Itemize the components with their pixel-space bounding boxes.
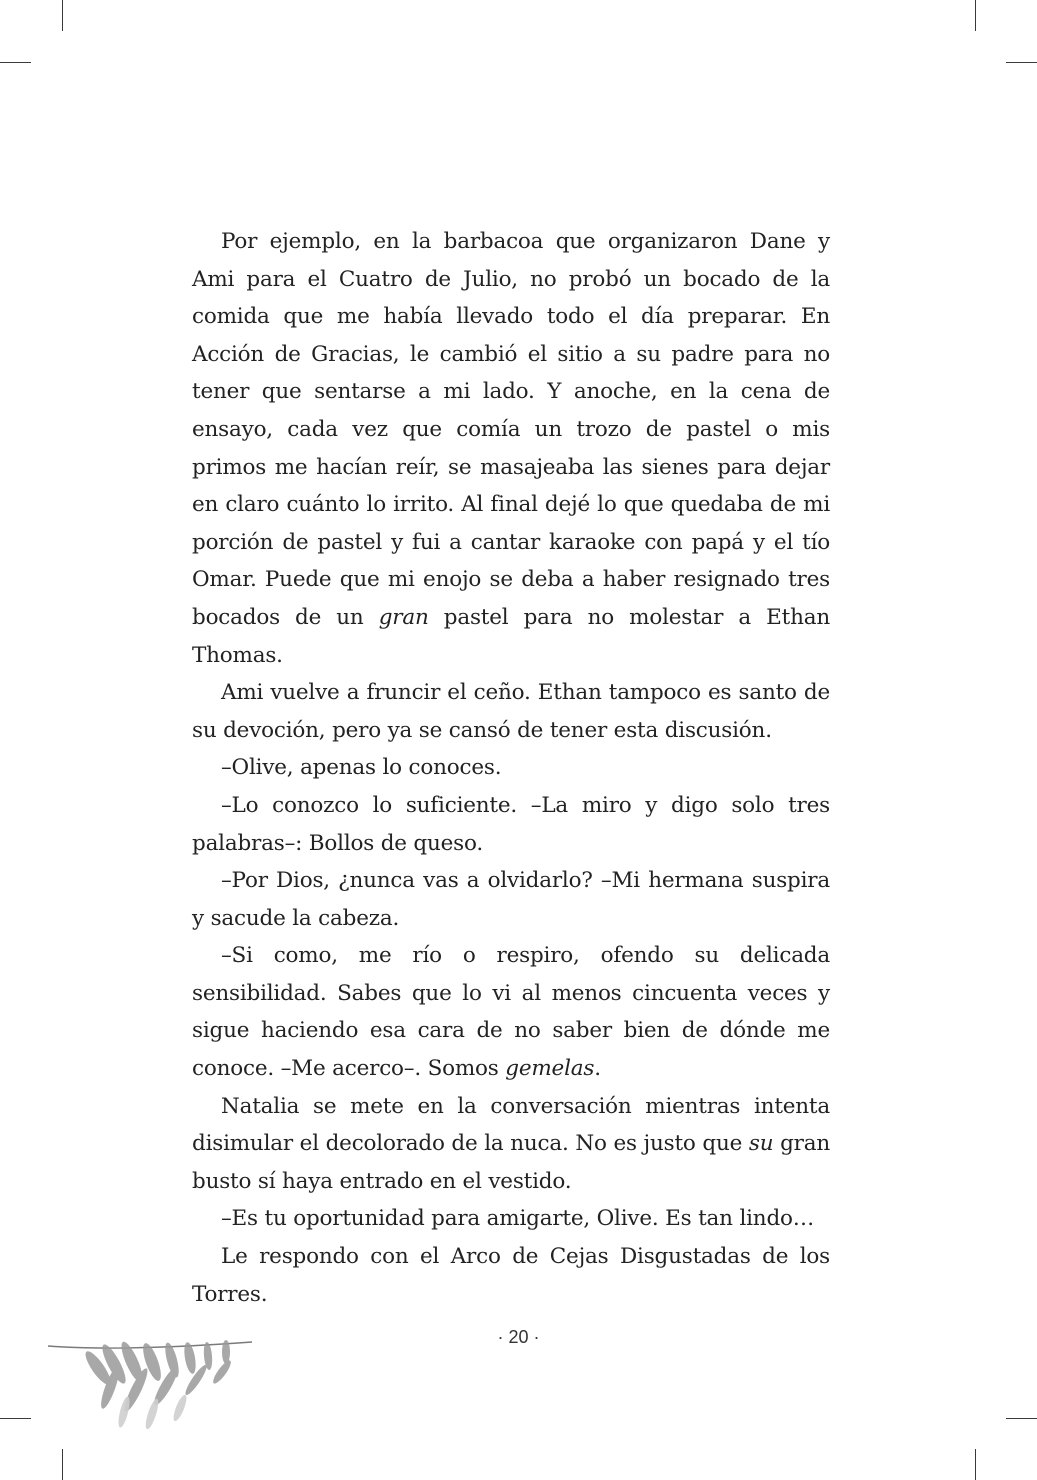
italic-text: su	[748, 1131, 774, 1157]
paragraph	[192, 787, 830, 862]
paragraph	[192, 223, 830, 674]
crop-mark-top-right-h	[1006, 62, 1037, 63]
crop-mark-bottom-left-h	[0, 1418, 31, 1419]
text-run: Le respondo con el Arco de Cejas Disgustadas de los Torres.	[192, 1244, 830, 1307]
paragraph	[192, 937, 830, 1087]
text-run: pastel para no molestar a Ethan Thomas.	[192, 604, 830, 668]
text-run: –Si como, me río o respiro, ofendo su delicada sensibilidad. Sabes que lo vi al menos cincuenta veces y sigue haciendo esa cara de no saber bien de dónde me conoce. –Me acerco–. Somos	[192, 943, 830, 1082]
paragraph	[192, 674, 830, 749]
italic-text: gemelas	[505, 1056, 595, 1082]
text-run: –Por Dios, ¿nunca vas a olvidarlo? –Mi hermana suspira y sacude la cabeza.	[192, 868, 830, 931]
crop-mark-top-left-h	[0, 62, 31, 63]
text-run: –Olive, apenas lo conoces.	[221, 755, 502, 781]
text-run: –Lo conozco lo suficiente. –La miro y digo solo tres palabras–: Bollos de queso.	[192, 792, 830, 856]
crop-mark-bottom-right	[975, 1449, 976, 1480]
paragraph	[192, 862, 830, 937]
text-run: Por ejemplo, en la barbacoa que organizaron Dane y Ami para el Cuatro de Julio, no probó un bocado de la comida que me había llevado todo el día preparar. En Acción de Gracias, le cambió el sitio a su padre para no tener que sentarse a mi lado. Y anoche, en la cena de ensayo, cada vez que comía un trozo de pastel o mis primos me hacían reír, se masajeaba las sienes para dejar en claro cuánto lo irrito. Al final dejé lo que quedaba de mi porción de pastel y fui a cantar karaoke con papá y el tío Omar. Puede que mi enojo se deba a haber resignado tres bocados de un	[192, 229, 830, 630]
text-run: –Es tu oportunidad para amigarte, Olive. Es tan lindo…	[221, 1206, 815, 1232]
text-run: Natalia se mete en la conversación mientras intenta disimular el decolorado de la nuca. No es justo que	[192, 1093, 830, 1157]
text-run: Ami vuelve a fruncir el ceño. Ethan tampoco es santo de su devoción, pero ya se cansó de tener esta discusión.	[192, 680, 830, 743]
page-number: · 20 ·	[497, 1327, 540, 1347]
body-text	[192, 223, 830, 1313]
crop-mark-top-right	[975, 0, 976, 31]
crop-mark-bottom-right-h	[1006, 1418, 1037, 1419]
italic-text: gran	[378, 604, 429, 630]
crop-mark-top-left	[62, 0, 63, 31]
paragraph	[192, 1238, 830, 1313]
paragraph	[192, 1200, 830, 1238]
text-run: gran busto sí haya entrado en el vestido.	[192, 1131, 830, 1194]
paragraph	[192, 1088, 830, 1201]
crop-mark-bottom-left	[62, 1449, 63, 1480]
text-run: .	[594, 1056, 601, 1082]
paragraph	[192, 749, 830, 787]
